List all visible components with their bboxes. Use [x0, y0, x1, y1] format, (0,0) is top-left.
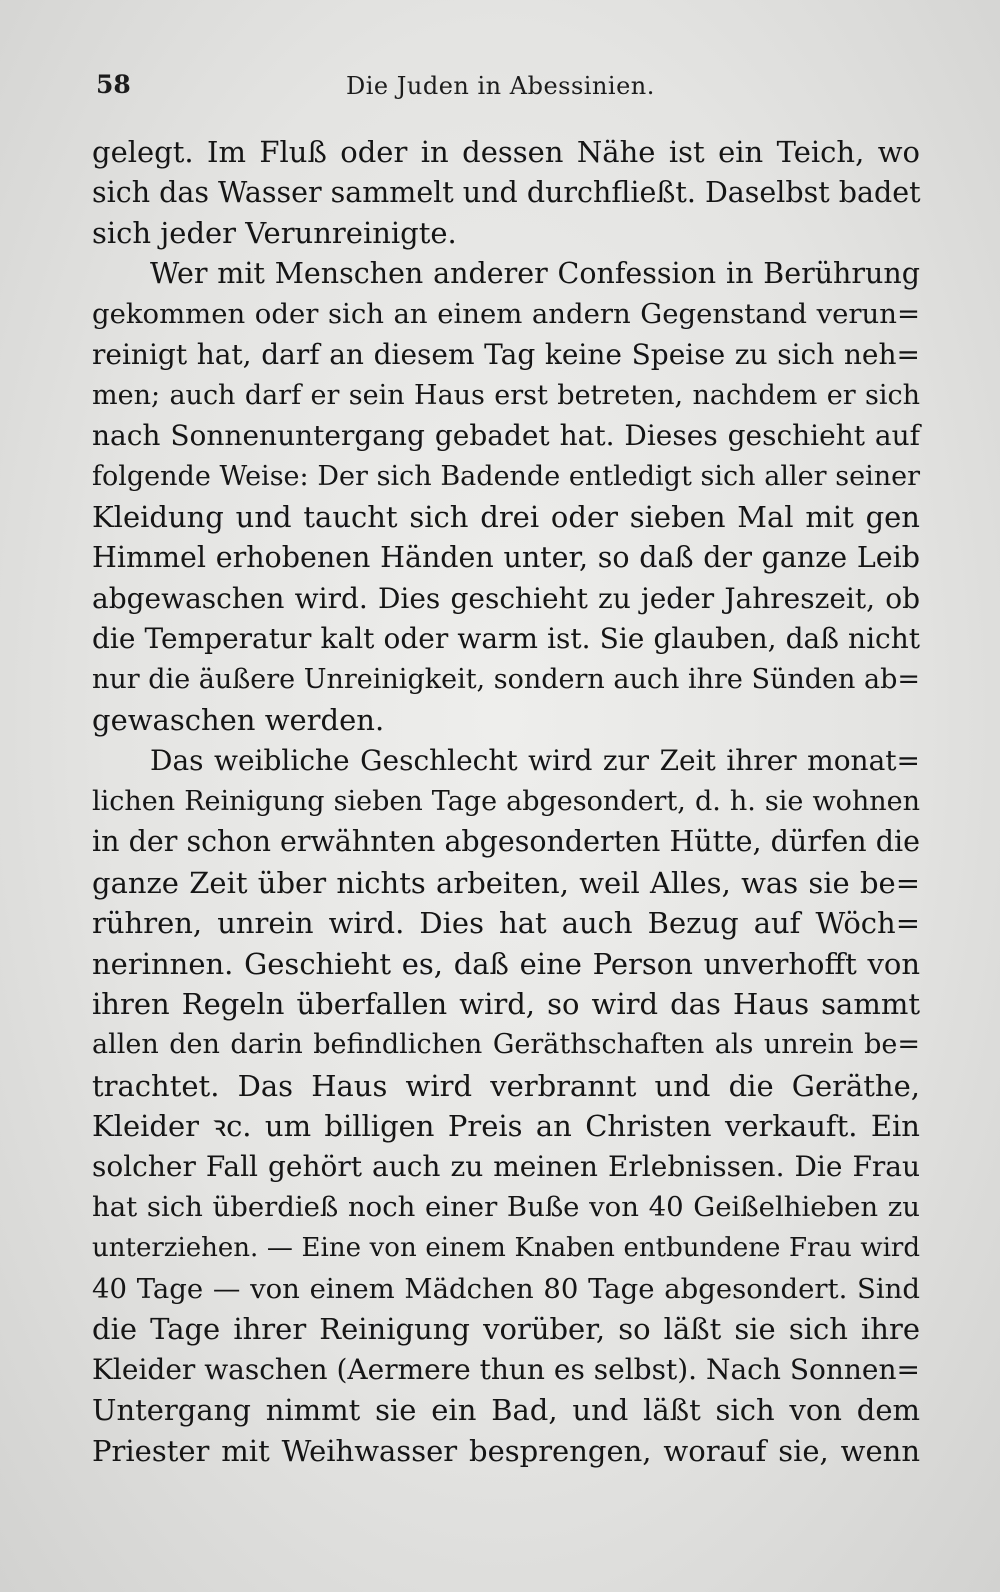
text-line: gelegt. Im Fluß oder in dessen Nähe ist ein Teich, wo [92, 135, 920, 169]
text-line: nur die äußere Unreinigkeit, sondern auch ihre Sünden ab= [92, 663, 920, 695]
text-line: Himmel erhobenen Händen unter, so daß der ganze Leib [92, 540, 920, 574]
running-title: Die Juden in Abessinien. [346, 72, 655, 100]
text-line: Kleider waschen (Aermere thun es selbst). Nach Sonnen= [92, 1352, 920, 1386]
text-line: solcher Fall gehört auch zu meinen Erlebnissen. Die Frau [92, 1149, 920, 1183]
text-line: Priester mit Weihwasser besprengen, worauf sie, wenn [92, 1434, 920, 1468]
text-line: die Tage ihrer Reinigung vorüber, so läßt sie sich ihre [92, 1312, 920, 1347]
text-line: men; auch darf er sein Haus erst betreten, nachdem er sich [92, 379, 920, 411]
text-line: ganze Zeit über nichts arbeiten, weil Alles, was sie be= [92, 865, 920, 900]
body-text [92, 132, 920, 1472]
text-line: in der schon erwähnten abgesonderten Hütte, dürfen die [92, 825, 920, 859]
text-line: gewaschen werden. [92, 703, 385, 738]
text-line: folgende Weise: Der sich Badende entledigt sich aller seiner [92, 460, 920, 492]
text-line: gekommen oder sich an einem andern Gegenstand verun= [92, 298, 920, 331]
text-line: rühren, unrein wird. Dies hat auch Bezug auf Wöch= [92, 906, 920, 941]
text-line: trachtet. Das Haus wird verbrannt und die Geräthe, [92, 1068, 920, 1103]
text-line: die Temperatur kalt oder warm ist. Sie glauben, daß nicht [92, 622, 920, 656]
text-line: hat sich überdieß noch einer Buße von 40 Geißelhieben zu [92, 1191, 920, 1224]
text-line: allen den darin befindlichen Geräthschaften als unrein be= [92, 1029, 920, 1061]
text-line: ihren Regeln überfallen wird, so wird das Haus sammt [92, 987, 920, 1022]
page-header [96, 70, 916, 110]
text-line: nerinnen. Geschieht es, daß eine Person unverhofft von [92, 946, 920, 981]
text-line: reinigt hat, darf an diesem Tag keine Speise zu sich neh= [92, 337, 920, 371]
text-line: 40 Tage — von einem Mädchen 80 Tage abgesondert. Sind [92, 1272, 920, 1305]
text-line: abgewaschen wird. Dies geschieht zu jeder Jahreszeit, ob [92, 581, 920, 615]
text-line: unterziehen. — Eine von einem Knaben entbundene Frau wird [92, 1233, 920, 1264]
paragraph-first-line: Wer mit Menschen anderer Confession in Berührung [150, 256, 920, 290]
text-line: lichen Reinigung sieben Tage abgesondert, d. h. sie wohnen [92, 785, 920, 817]
text-line: Kleider ꝛc. um billigen Preis an Christen verkauft. Ein [92, 1109, 920, 1144]
text-line: sich das Wasser sammelt und durchfließt. Daselbst badet [92, 175, 921, 209]
text-line: sich jeder Verunreinigte. [92, 216, 457, 251]
text-line: nach Sonnenuntergang gebadet hat. Dieses geschieht auf [92, 419, 920, 453]
text-line: Untergang nimmt sie ein Bad, und läßt sich von dem [92, 1393, 920, 1428]
page-number: 58 [96, 70, 131, 99]
paragraph-first-line: Das weibliche Geschlecht wird zur Zeit ihrer monat= [150, 743, 920, 777]
text-line: Kleidung und taucht sich drei oder sieben Mal mit gen [92, 500, 920, 535]
